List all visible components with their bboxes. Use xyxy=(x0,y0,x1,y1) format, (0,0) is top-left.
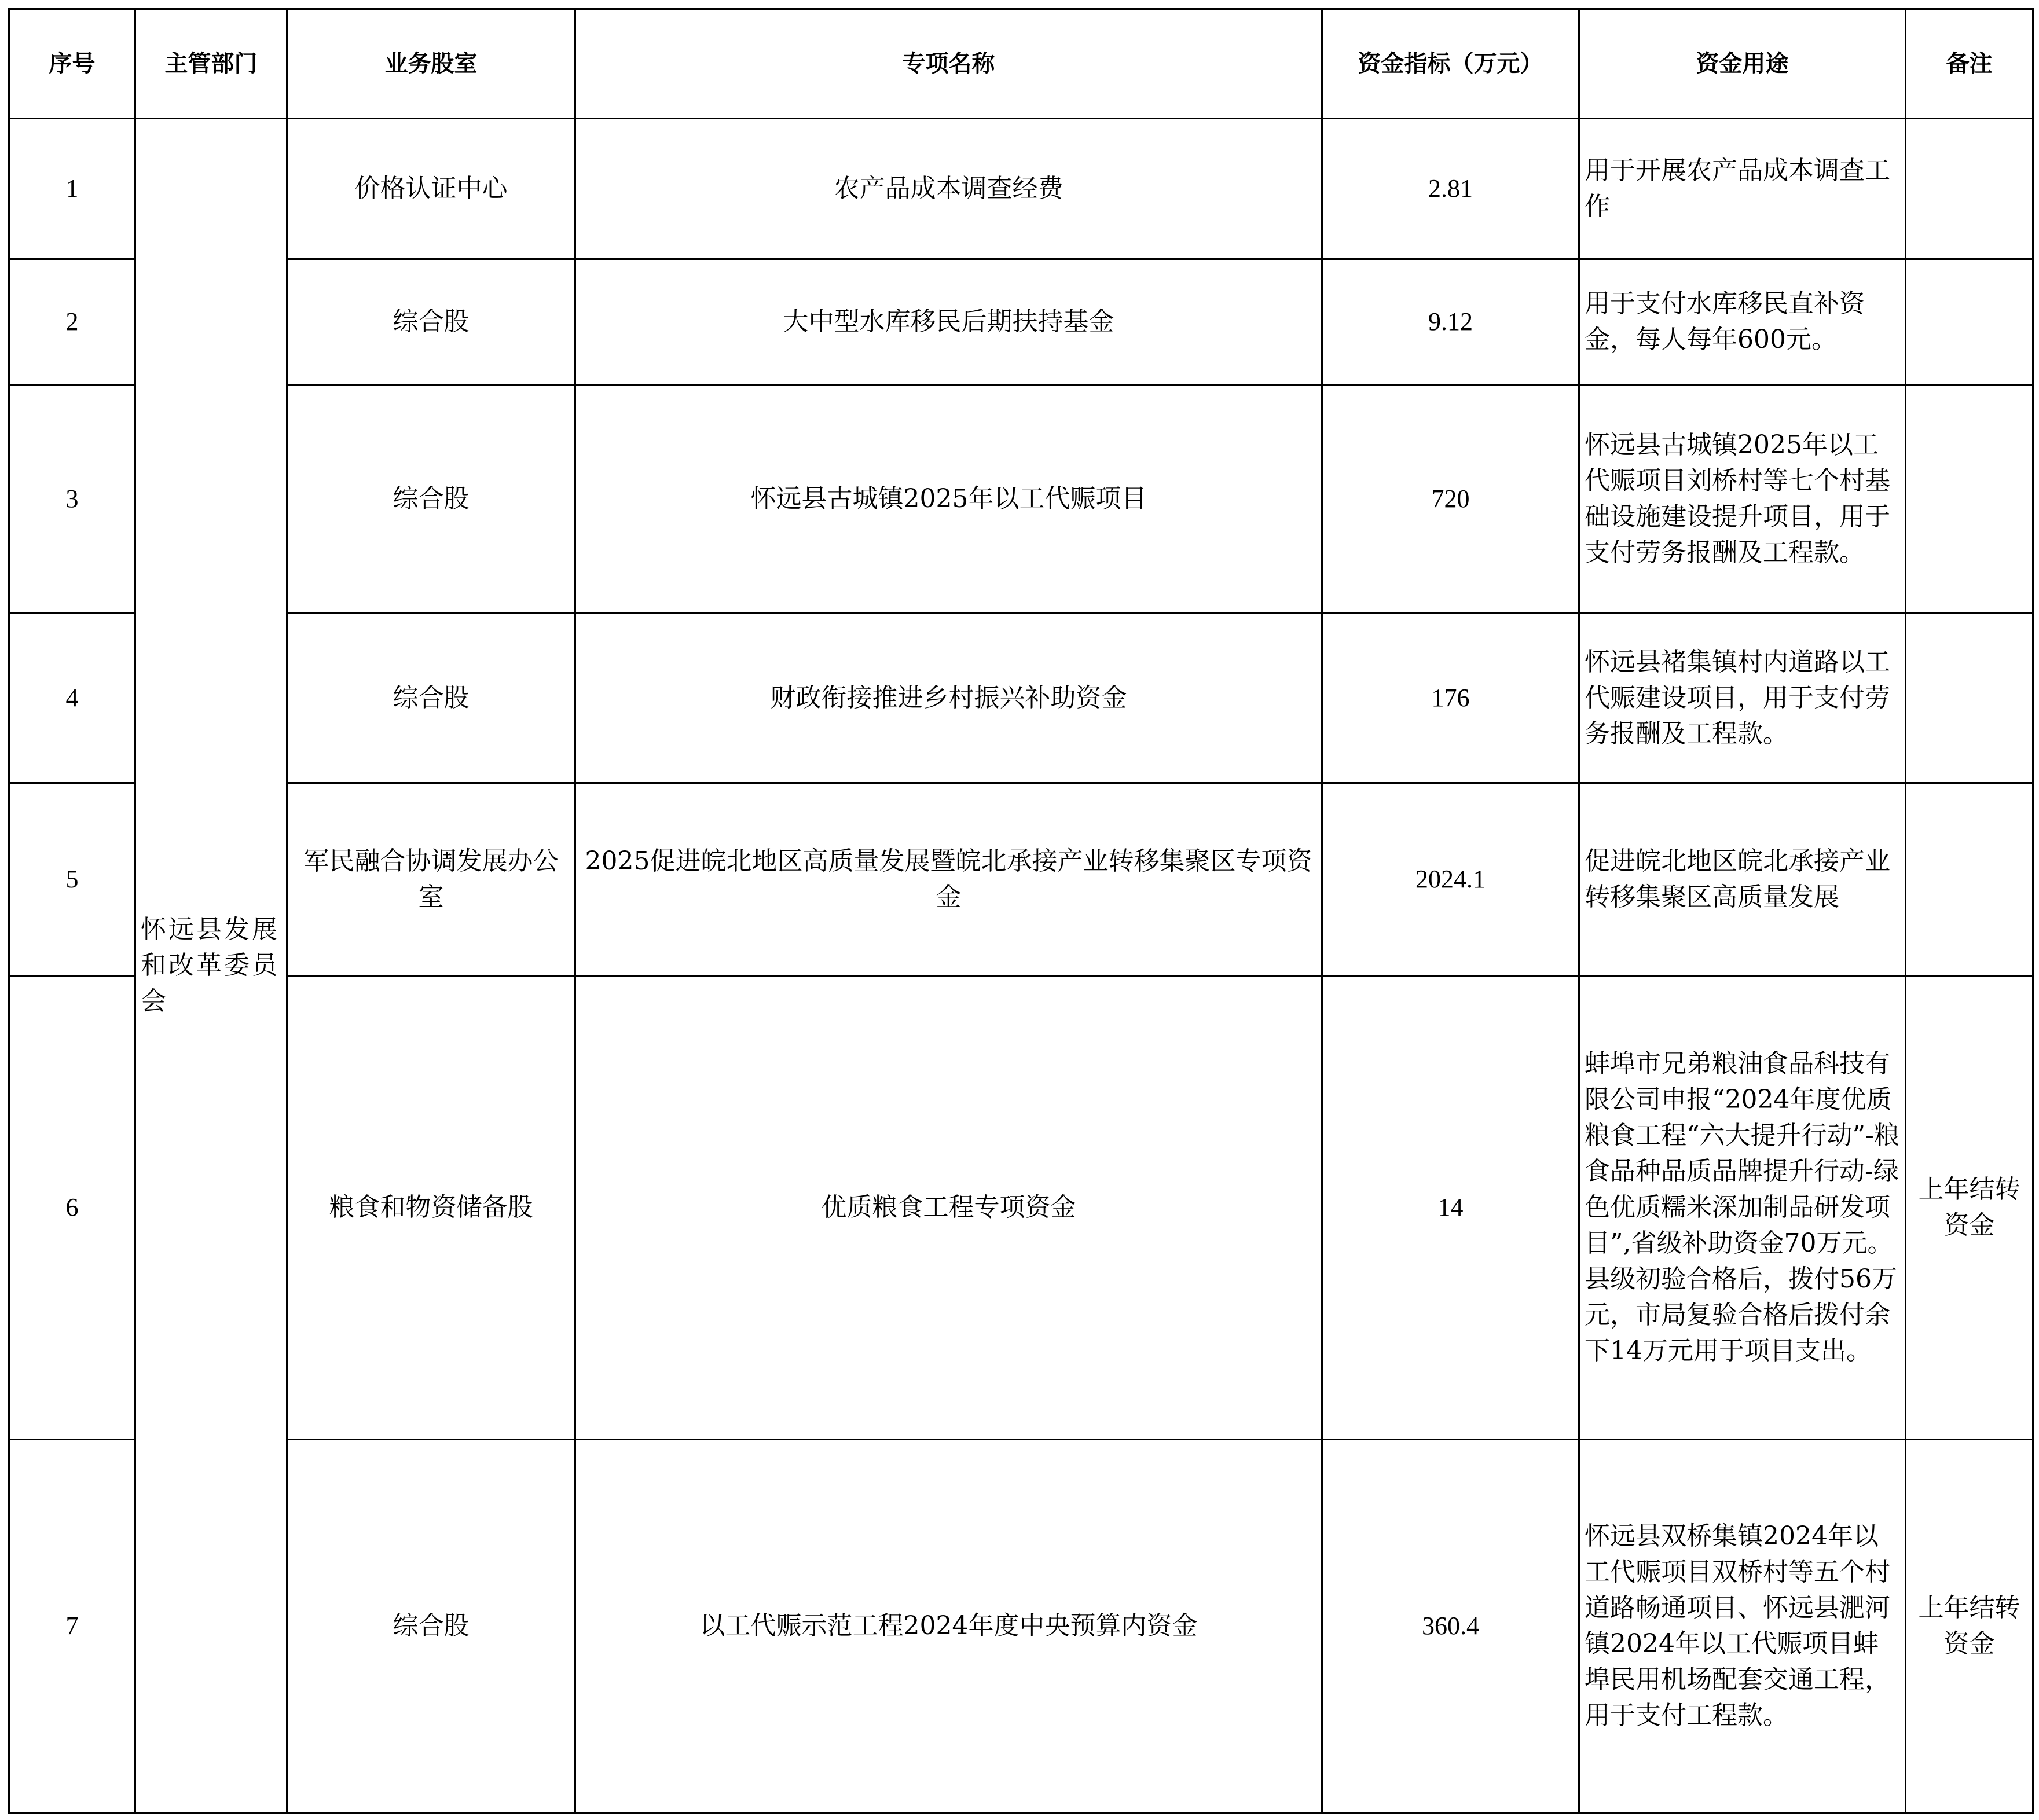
cell-remark xyxy=(1906,259,2033,385)
cell-usage: 用于开展农产品成本调查工作 xyxy=(1579,119,1906,259)
cell-project: 2025促进皖北地区高质量发展暨皖北承接产业转移集聚区专项资金 xyxy=(575,783,1322,976)
cell-amount: 2.81 xyxy=(1322,119,1579,259)
cell-remark xyxy=(1906,385,2033,614)
table-row xyxy=(9,385,2033,614)
cell-usage: 怀远县古城镇2025年以工代赈项目刘桥村等七个村基础设施建设提升项目，用于支付劳务报酬及工程款。 xyxy=(1579,385,1906,614)
cell-seq: 6 xyxy=(9,976,135,1440)
cell-amount: 9.12 xyxy=(1322,259,1579,385)
cell-amount: 14 xyxy=(1322,976,1579,1440)
cell-project: 大中型水库移民后期扶持基金 xyxy=(575,259,1322,385)
cell-office: 粮食和物资储备股 xyxy=(287,976,575,1440)
cell-remark: 上年结转资金 xyxy=(1906,1440,2033,1813)
table-row xyxy=(9,1440,2033,1813)
cell-project: 优质粮食工程专项资金 xyxy=(575,976,1322,1440)
cell-seq: 3 xyxy=(9,385,135,614)
cell-office: 价格认证中心 xyxy=(287,119,575,259)
cell-project: 农产品成本调查经费 xyxy=(575,119,1322,259)
table-row xyxy=(9,259,2033,385)
cell-project: 以工代赈示范工程2024年度中央预算内资金 xyxy=(575,1440,1322,1813)
cell-office: 综合股 xyxy=(287,385,575,614)
cell-seq: 4 xyxy=(9,614,135,783)
header-seq: 序号 xyxy=(9,9,135,119)
cell-office: 综合股 xyxy=(287,259,575,385)
table-row xyxy=(9,614,2033,783)
cell-remark xyxy=(1906,614,2033,783)
cell-remark xyxy=(1906,119,2033,259)
header-amount: 资金指标（万元） xyxy=(1322,9,1579,119)
cell-seq: 7 xyxy=(9,1440,135,1813)
cell-usage: 怀远县褚集镇村内道路以工代赈建设项目，用于支付劳务报酬及工程款。 xyxy=(1579,614,1906,783)
cell-office: 综合股 xyxy=(287,614,575,783)
cell-department: 怀远县发展和改革委员会 xyxy=(135,119,287,1813)
cell-seq: 2 xyxy=(9,259,135,385)
cell-amount: 176 xyxy=(1322,614,1579,783)
cell-amount: 360.4 xyxy=(1322,1440,1579,1813)
cell-seq: 1 xyxy=(9,119,135,259)
cell-office: 综合股 xyxy=(287,1440,575,1813)
cell-amount: 2024.1 xyxy=(1322,783,1579,976)
header-usage: 资金用途 xyxy=(1579,9,1906,119)
cell-remark xyxy=(1906,783,2033,976)
cell-amount: 720 xyxy=(1322,385,1579,614)
cell-usage: 促进皖北地区皖北承接产业转移集聚区高质量发展 xyxy=(1579,783,1906,976)
header-row xyxy=(9,9,2033,119)
cell-office: 军民融合协调发展办公室 xyxy=(287,783,575,976)
header-office: 业务股室 xyxy=(287,9,575,119)
table-row xyxy=(9,976,2033,1440)
fund-table xyxy=(8,8,2034,1814)
cell-project: 财政衔接推进乡村振兴补助资金 xyxy=(575,614,1322,783)
header-project: 专项名称 xyxy=(575,9,1322,119)
table-row xyxy=(9,119,2033,259)
cell-usage: 怀远县双桥集镇2024年以工代赈项目双桥村等五个村道路畅通项目、怀远县淝河镇2024年以工代赈项目蚌埠民用机场配套交通工程，用于支付工程款。 xyxy=(1579,1440,1906,1813)
cell-usage: 蚌埠市兄弟粮油食品科技有限公司申报“2024年度优质粮食工程“六大提升行动”-粮食品种品质品牌提升行动-绿色优质糯米深加制品研发项目”,省级补助资金70万元。县级初验合格后，拨付56万元，市局复验合格后拨付余下14万元用于项目支出。 xyxy=(1579,976,1906,1440)
cell-remark: 上年结转资金 xyxy=(1906,976,2033,1440)
cell-project: 怀远县古城镇2025年以工代赈项目 xyxy=(575,385,1322,614)
cell-usage: 用于支付水库移民直补资金，每人每年600元。 xyxy=(1579,259,1906,385)
cell-seq: 5 xyxy=(9,783,135,976)
table-row xyxy=(9,783,2033,976)
header-remark: 备注 xyxy=(1906,9,2033,119)
header-dept: 主管部门 xyxy=(135,9,287,119)
